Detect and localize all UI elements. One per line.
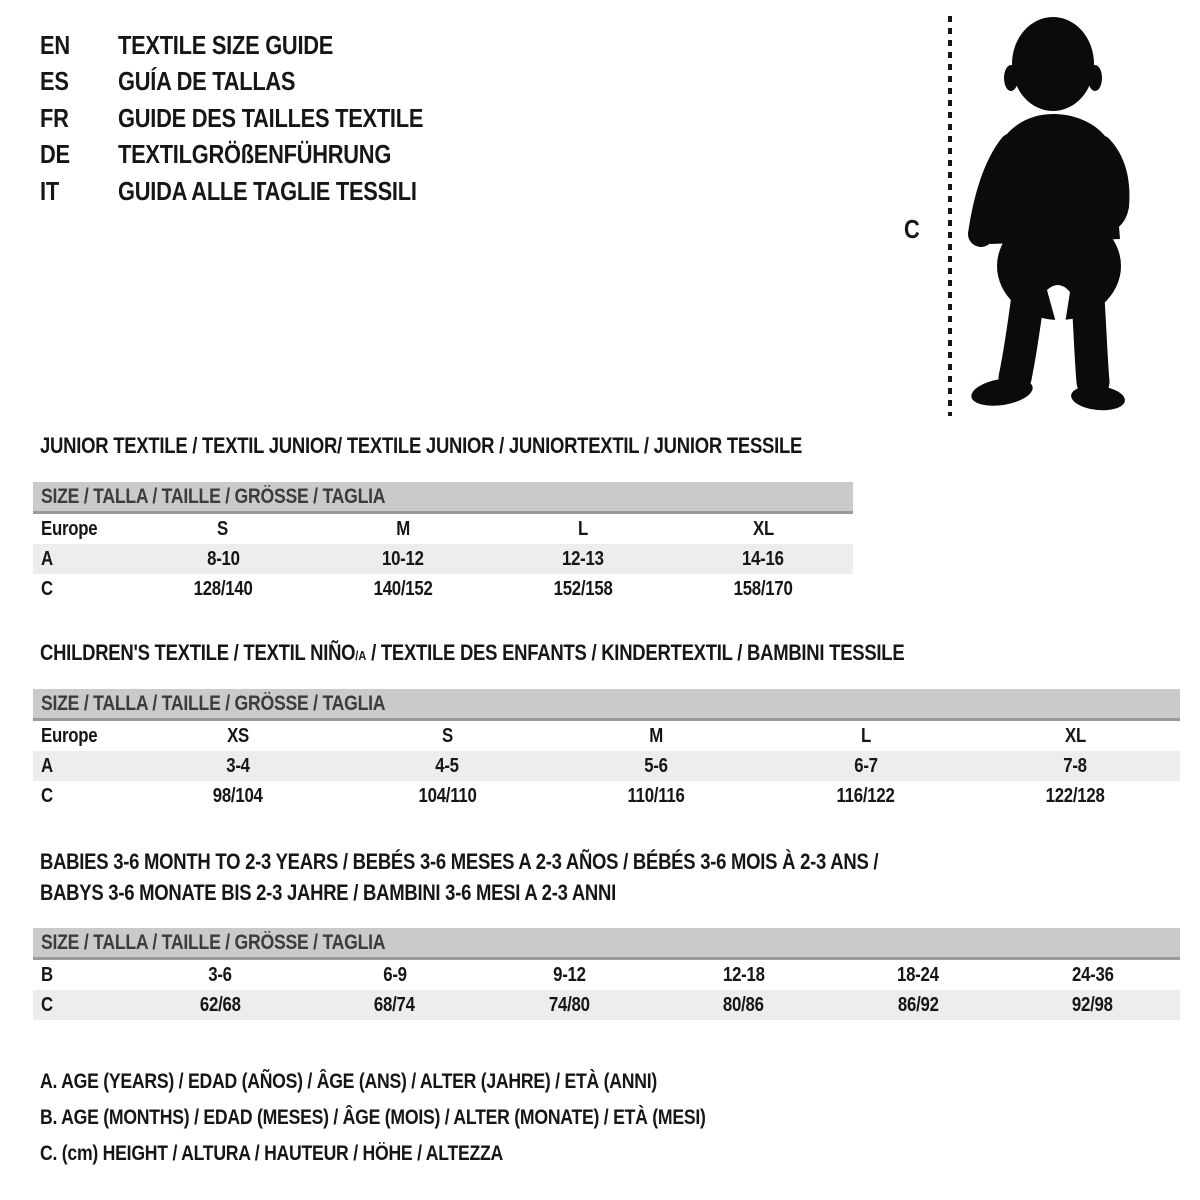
- legend-line-a: A. AGE (YEARS) / EDAD (AÑOS) / ÂGE (ANS) / ALTER (JAHRE) / ETÀ (ANNI): [40, 1070, 658, 1093]
- language-label: GUIDA ALLE TAGLIE TESSILI: [118, 175, 417, 206]
- size-cell: L: [577, 517, 588, 540]
- row-label: Europe: [41, 517, 98, 540]
- language-code: IT: [40, 175, 59, 206]
- junior-section-title: JUNIOR TEXTILE / TEXTIL JUNIOR/ TEXTILE JUNIOR / JUNIORTEXTIL / JUNIOR TESSILE: [40, 433, 803, 458]
- nino-a-subscript: /A: [355, 648, 367, 663]
- babies-section-title: BABIES 3-6 MONTH TO 2-3 YEARS / BEBÉS 3-6 MESES A 2-3 AÑOS / BÉBÉS 3-6 MOIS À 2-3 ANS / BABYS 3-6 MONATE BIS 2-3 JAHRE / BAMBINI 3-6 MESI A 2-3 ANNI: [40, 849, 879, 905]
- size-cell: 9-12: [552, 963, 586, 986]
- size-header-bar: SIZE / TALLA / TAILLE / GRÖSSE / TAGLIA: [33, 482, 853, 514]
- size-cell: 3-4: [225, 754, 250, 777]
- size-cell: 18-24: [897, 963, 940, 986]
- toddler-silhouette: [960, 14, 1140, 416]
- measure-label-c: C: [904, 214, 920, 244]
- row-label: B: [41, 963, 53, 986]
- size-cell: 80/86: [723, 993, 765, 1016]
- size-cell: XL: [1064, 724, 1086, 747]
- size-cell: 104/110: [418, 784, 477, 807]
- size-cell: 7-8: [1063, 754, 1088, 777]
- table-row-height: [33, 781, 1180, 811]
- size-cell: 140/152: [373, 577, 433, 600]
- size-cell: 92/98: [1072, 993, 1114, 1016]
- size-cell: 122/128: [1045, 784, 1105, 807]
- size-cell: XS: [226, 724, 249, 747]
- size-cell: 68/74: [374, 993, 416, 1016]
- row-label: A: [41, 754, 53, 777]
- row-label: C: [41, 993, 53, 1016]
- table-row-europe: [33, 721, 1180, 751]
- language-label: GUIDE DES TAILLES TEXTILE: [118, 102, 424, 133]
- table-row-height: [33, 990, 1180, 1020]
- junior-size-table: [33, 482, 853, 604]
- table-row-age: [33, 544, 853, 574]
- language-label: TEXTILE SIZE GUIDE: [118, 29, 334, 60]
- size-cell: 6-7: [854, 754, 878, 777]
- size-cell: 6-9: [382, 963, 407, 986]
- babies-size-table: [33, 928, 1180, 1020]
- size-header-bar: SIZE / TALLA / TAILLE / GRÖSSE / TAGLIA: [33, 928, 1180, 960]
- language-row-en: [40, 27, 481, 64]
- language-code: ES: [40, 66, 69, 97]
- row-label: C: [41, 577, 53, 600]
- table-row-age: [33, 751, 1180, 781]
- size-cell: 3-6: [208, 963, 233, 986]
- language-code: EN: [40, 29, 70, 60]
- language-row-de: [40, 137, 481, 174]
- size-cell: S: [441, 724, 453, 747]
- size-cell: 8-10: [206, 547, 240, 570]
- size-cell: 74/80: [548, 993, 590, 1016]
- size-cell: 14-16: [742, 547, 784, 570]
- legend-line-c: C. (cm) HEIGHT / ALTURA / HAUTEUR / HÖHE / ALTEZZA: [40, 1142, 504, 1165]
- size-cell: M: [396, 517, 410, 540]
- language-code: FR: [40, 102, 69, 133]
- size-cell: 62/68: [199, 993, 241, 1016]
- size-cell: 158/170: [733, 577, 793, 600]
- language-row-fr: [40, 100, 481, 137]
- size-cell: 5-6: [644, 754, 669, 777]
- size-cell: 98/104: [212, 784, 263, 807]
- language-row-it: [40, 173, 481, 210]
- row-label: C: [41, 784, 53, 807]
- size-cell: M: [649, 724, 664, 747]
- size-cell: 128/140: [193, 577, 253, 600]
- size-cell: 24-36: [1071, 963, 1114, 986]
- measure-legend: [40, 1064, 832, 1172]
- language-title-block: [40, 27, 481, 210]
- size-cell: S: [217, 517, 229, 540]
- size-header-bar: SIZE / TALLA / TAILLE / GRÖSSE / TAGLIA: [33, 689, 1180, 721]
- legend-line-b: B. AGE (MONTHS) / EDAD (MESES) / ÂGE (MOIS) / ALTER (MONATE) / ETÀ (MESI): [40, 1106, 706, 1129]
- height-measure-dashed-line: [948, 16, 952, 416]
- size-cell: 110/116: [627, 784, 686, 807]
- size-cell: 12-18: [722, 963, 765, 986]
- size-cell: 4-5: [435, 754, 459, 777]
- children-section-title: CHILDREN'S TEXTILE / TEXTIL NIÑO/A / TEXTILE DES ENFANTS / KINDERTEXTIL / BAMBINI TESSILE: [40, 640, 905, 665]
- size-cell: 12-13: [562, 547, 604, 570]
- size-cell: 86/92: [897, 993, 939, 1016]
- table-row-europe: [33, 514, 853, 544]
- language-label: TEXTILGRÖßENFÜHRUNG: [118, 139, 392, 170]
- size-cell: 10-12: [382, 547, 424, 570]
- children-size-table: [33, 689, 1180, 811]
- language-row-es: [40, 64, 481, 101]
- size-cell: 152/158: [553, 577, 613, 600]
- size-cell: L: [860, 724, 871, 747]
- row-label: Europe: [41, 724, 98, 747]
- language-label: GUÍA DE TALLAS: [118, 66, 296, 97]
- size-cell: 116/122: [836, 784, 895, 807]
- language-code: DE: [40, 139, 70, 170]
- table-row-height: [33, 574, 853, 604]
- row-label: A: [41, 547, 53, 570]
- size-cell: XL: [752, 517, 774, 540]
- table-row-age-months: [33, 960, 1180, 990]
